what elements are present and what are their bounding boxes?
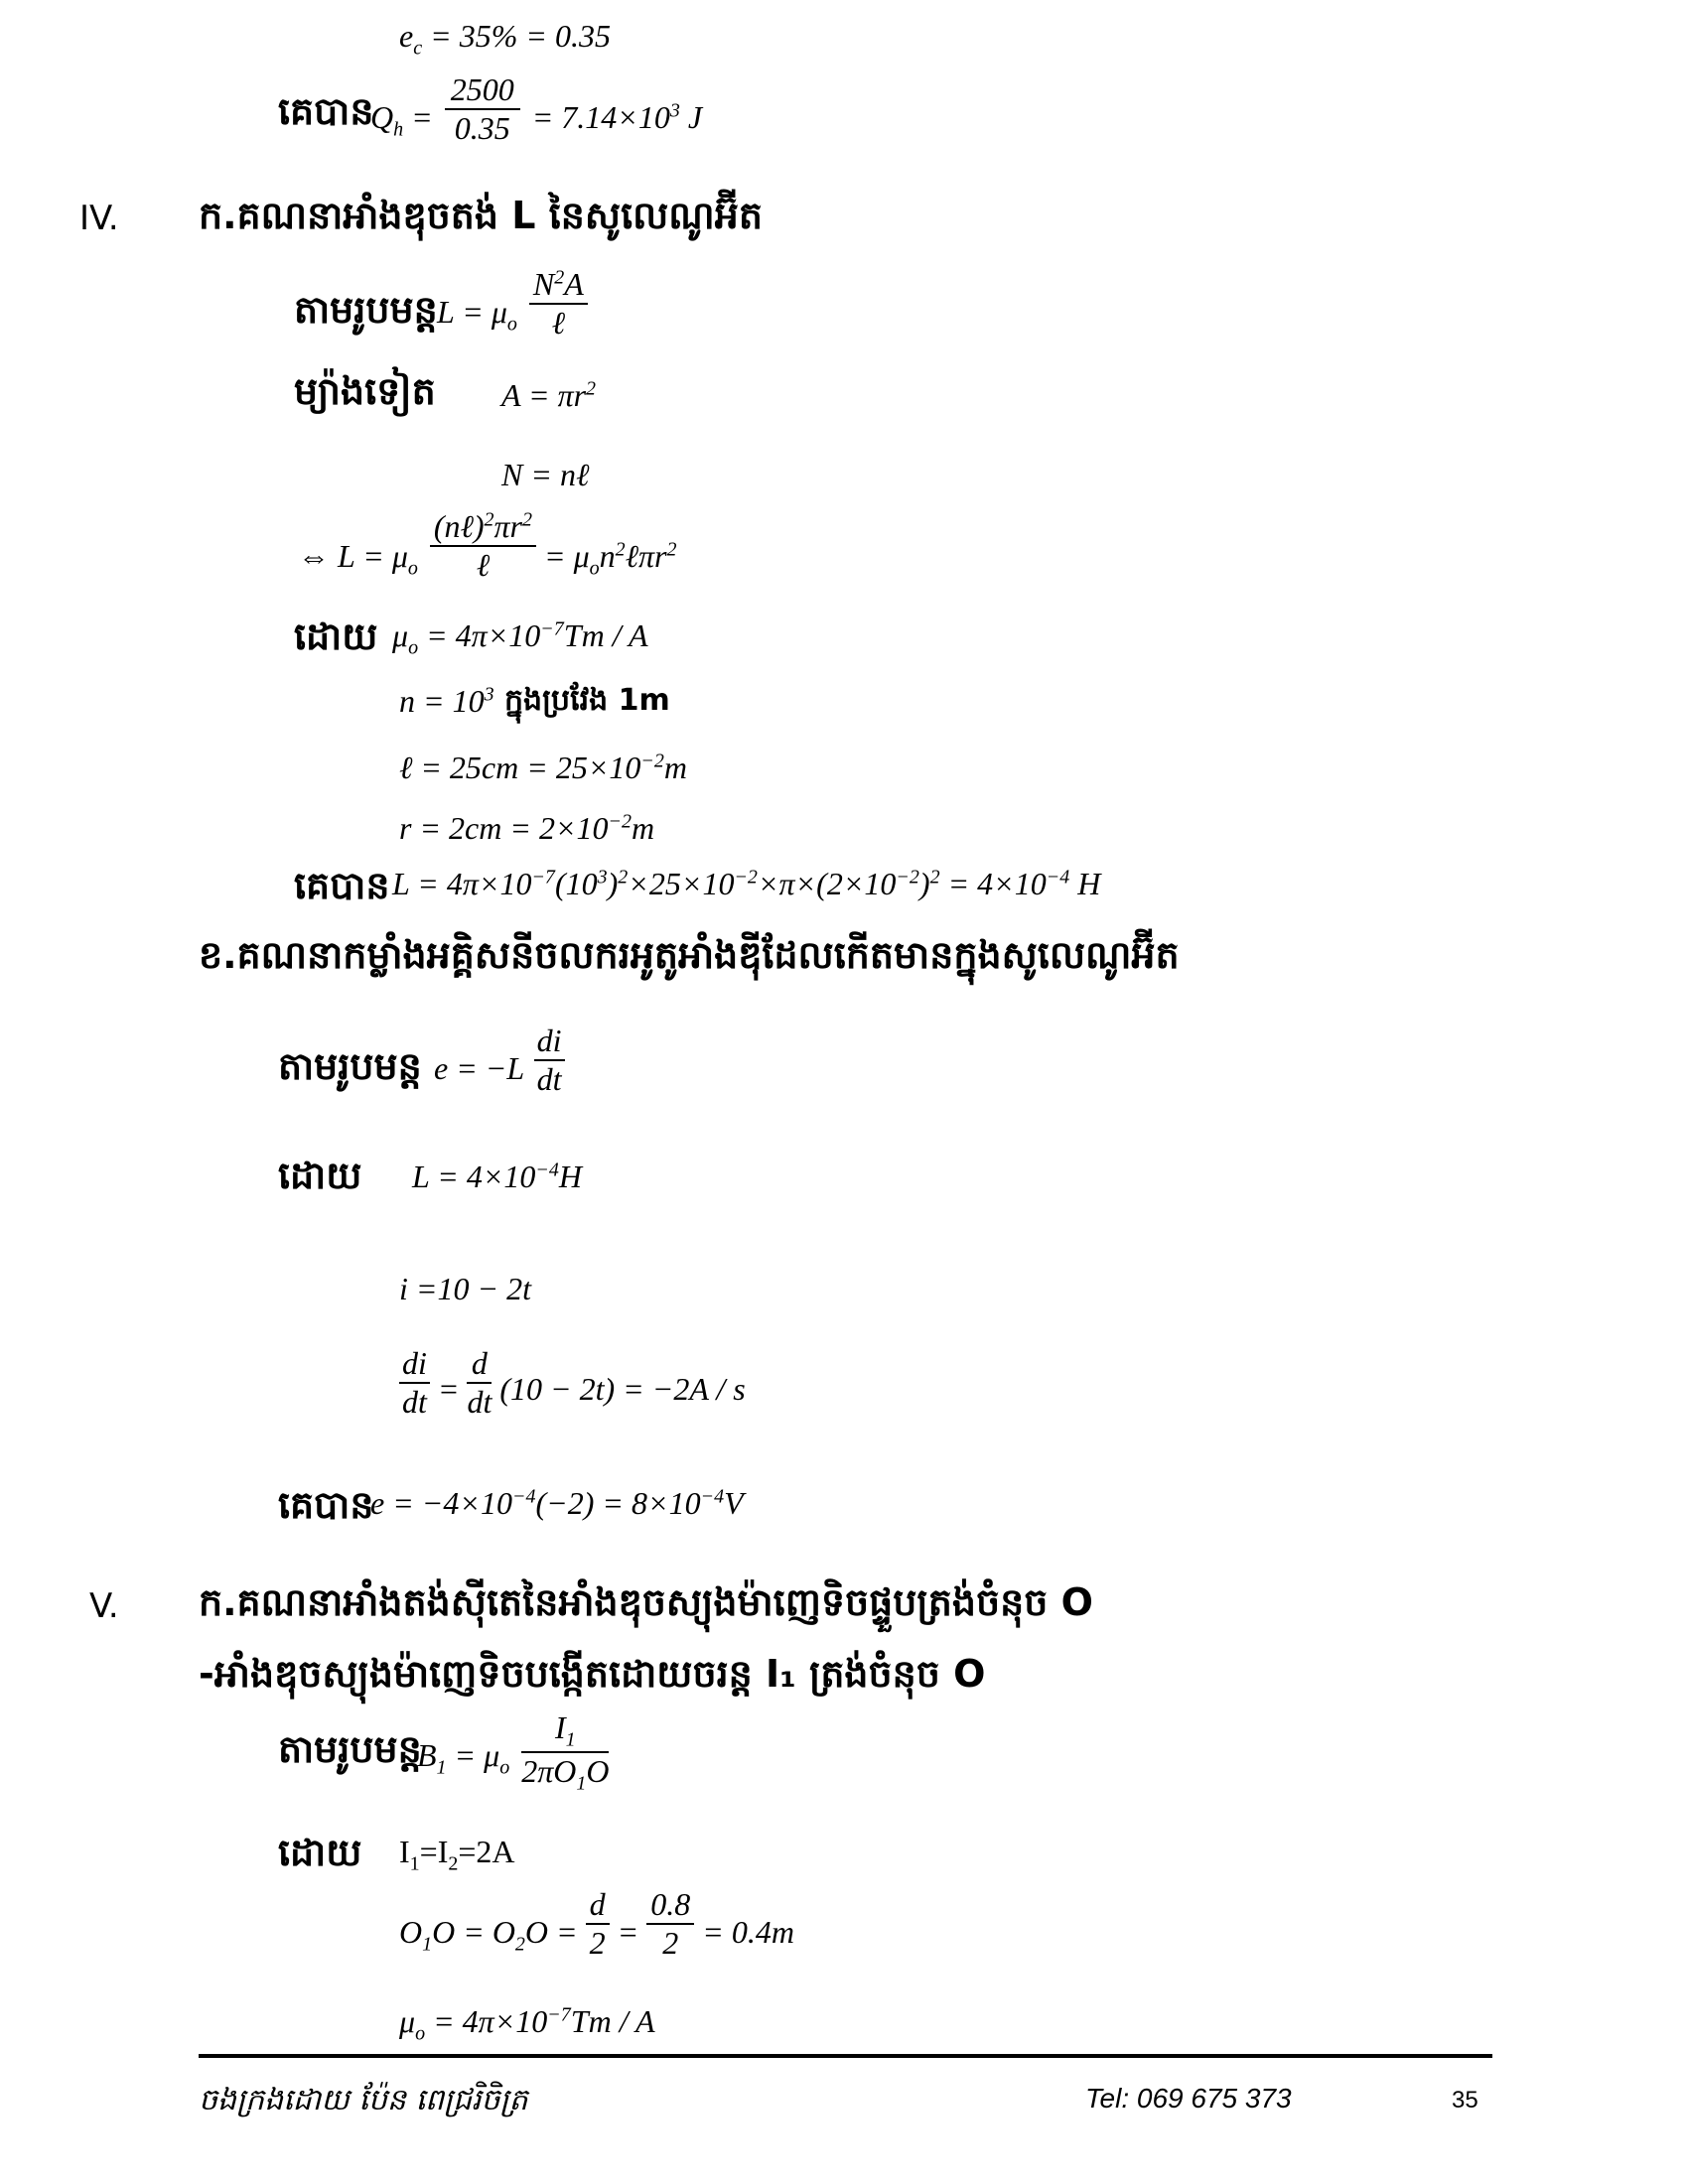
heading-v-a: ក.គណនាអាំងតង់ស៊ីតេនៃអាំងឌុចស្យុងម៉ាញេទិចផ្ទួបត្រង់ចំនុច O (199, 1580, 1093, 1624)
formula-field-b1: $B_1 = \mu_o$ $\frac{I_1}{2\pi O_1O}$ (417, 1709, 610, 1795)
label-formula-1: តាមរូបមន្ត (294, 288, 438, 332)
heading-iv-b: ខ.គណនាកម្លាំងអគ្គិសនីចលករអូតូអាំងឌ៉ីដែលកើតមានក្នុងសូលេណូអ៊ីត (199, 933, 1180, 977)
label-result-3: គេបាន (278, 1483, 374, 1527)
label-result-1: គេបាន (278, 89, 374, 133)
label-formula-3: តាមរូបមន្ត (278, 1727, 422, 1771)
subheading-v-field: -អាំងឌុចស្យុងម៉ាញេទិចបង្កើតដោយចរន្ត I₁ ត្រង់ចំនុច O (199, 1652, 986, 1696)
footer-phone: Tel: 069 675 373 (1085, 2083, 1292, 2114)
formula-currents-given: $I_1=I_2=2A$ (399, 1834, 515, 1875)
formula-distance: $O_1O = O_2O$ = $\frac{d}{2}$ = $\frac{0.8}{2}$ = 0.4m (399, 1886, 794, 1961)
label-moreover: ម្យ៉ាងទៀត (294, 369, 436, 413)
formula-mu0-2: $\mu_o = 4\pi\times 10^{-7}Tm / A$ (399, 2003, 655, 2045)
heading-iv-a: ក.គណនាអាំងឌុចតង់ L នៃសូលេណូអ៊ីត (199, 194, 763, 237)
section-number-v: V. (89, 1586, 119, 1626)
label-result-2: គេបាន (294, 864, 390, 907)
formula-current: i =10 − 2t (399, 1271, 531, 1306)
label-formula-2: តាមរូបមន្ត (278, 1044, 422, 1088)
formula-qh: $Q_h$ = $\frac{2500}{0.35}$ = $7.14\times 10^3$ J (370, 71, 703, 146)
formula-inductance-given: $L = 4\times 10^{-4}H$ (412, 1159, 583, 1194)
formula-inductance-expanded: ⇔ $L = \mu_o$ $(n\ell)^2\pi r^2$ ℓ = $\mu_on^2\ell\pi r^2$ (298, 508, 677, 583)
formula-inductance: $L = \mu_o$ $N^2A$ ℓ (437, 266, 588, 341)
formula-emf: e = −L $\frac{di}{dt}$ (434, 1023, 565, 1098)
label-per-length: ក្នុងប្រវែង 1m (504, 683, 670, 718)
formula-emf-value: $e = -4\times 10^{-4}(-2) = 8\times 10^{-4}V$ (370, 1485, 744, 1521)
section-number-iv: IV. (79, 199, 119, 238)
formula-n: $n = 10^3$ (399, 683, 494, 719)
formula-area: $A = \pi r^2$ (501, 377, 597, 413)
formula-derivative: $\frac{di}{dt}$ = $\frac{d}{dt}$ (10 − 2t) = −2A / s (399, 1345, 746, 1421)
formula-mu0-1: $\mu_o = 4\pi\times 10^{-7}Tm / A$ (392, 617, 648, 659)
footer-divider (199, 2054, 1492, 2058)
formula-radius: $r = 2cm = 2\times 10^{-2}m$ (399, 810, 655, 846)
formula-length: ℓ = $25cm = 25\times 10^{-2}m$ (399, 750, 688, 785)
footer-author: ចងក្រងដោយ ប៉ែន ពេជ្ររិចិត្រ (199, 2083, 528, 2117)
label-given-3: ដោយ (278, 1831, 362, 1874)
page-number: 35 (1452, 2087, 1478, 2114)
label-given-2: ដោយ (278, 1154, 362, 1197)
label-given-1: ដោយ (294, 614, 378, 658)
formula-ec: $e_c = 35\% = 0.35$ (399, 18, 611, 60)
formula-inductance-value: $L = 4\pi\times 10^{-7}(10^3)^2\times 25\times 10^{-2}\times\pi\times(2\times 10^{-2})^2 = 4\times 10^{-4}$ H (392, 866, 1101, 901)
formula-turns: N = nℓ (501, 457, 590, 492)
